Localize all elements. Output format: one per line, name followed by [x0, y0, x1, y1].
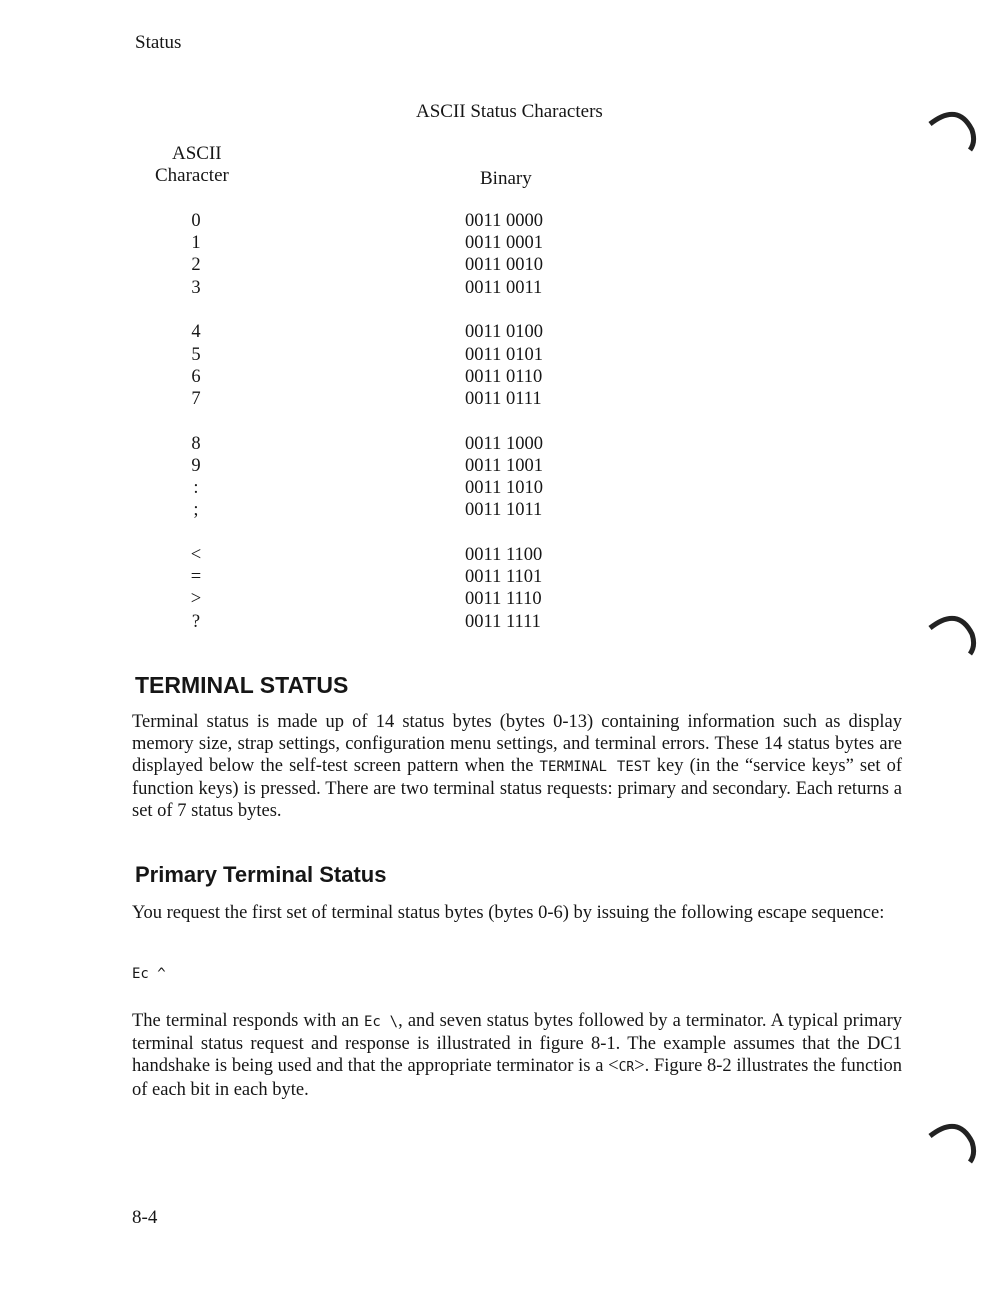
binary-cell: 0011 1000 — [465, 433, 543, 454]
binary-cell: 0011 1101 — [465, 567, 543, 588]
ascii-char-cell: 1 — [191, 233, 201, 254]
primary-paragraph-1: You request the first set of terminal status bytes (bytes 0-6) by issuing the following escape sequence: — [132, 903, 885, 923]
primary-paragraph-2 — [132, 1010, 902, 1101]
text: . Figure 8-2 illustrates the function of each bit in each byte. — [132, 1056, 902, 1100]
binary-cell: 0011 1111 — [465, 611, 541, 632]
binary-cell: 0011 0010 — [465, 255, 543, 276]
binary-cell: 0011 0011 — [465, 277, 543, 298]
terminal-status-paragraph — [132, 711, 902, 822]
col-header-ascii: ASCII — [172, 143, 222, 164]
binding-hole-mark-icon — [928, 1120, 978, 1166]
binary-cell: 0011 0100 — [465, 322, 543, 343]
ascii-char-cell: ; — [193, 500, 199, 521]
ascii-char-cell: = — [190, 567, 202, 588]
binary-cell: 0011 0110 — [465, 366, 543, 387]
binary-cell: 0011 1001 — [465, 455, 543, 476]
ascii-char-cell: ? — [191, 611, 201, 632]
text: Terminal status is made up of 14 status bytes (bytes 0-13) containing information such as display memory size, strap settings, configuration menu settings, and terminal errors. These 14 status bytes are displayed below the self-test screen pattern when the — [132, 712, 902, 776]
col-header-binary: Binary — [480, 168, 532, 189]
ascii-char-cell: 2 — [191, 255, 201, 276]
binary-cell: 0011 0101 — [465, 344, 543, 365]
ascii-char-cell: : — [193, 478, 199, 498]
text: , and seven status bytes followed by a terminator. A typical primary terminal status request and response is illustrated in figure 8-1. The example assumes that the DC1 handshake is being used and that the appropriate terminator is a — [132, 1011, 902, 1076]
key-name: TERMINAL TEST — [539, 759, 651, 775]
section-heading-primary-status: Primary Terminal Status — [135, 862, 387, 887]
ascii-char-cell: > — [190, 589, 202, 610]
ascii-char-cell: 7 — [191, 388, 201, 409]
binding-hole-mark-icon — [928, 612, 978, 658]
ascii-char-cell: 9 — [191, 455, 201, 476]
ascii-char-cell: 0 — [191, 211, 201, 231]
page-number: 8-4 — [132, 1207, 158, 1228]
ascii-char-cell: 4 — [191, 322, 201, 343]
binding-hole-mark-icon — [928, 108, 978, 154]
binary-cell: 0011 0001 — [465, 233, 543, 254]
text: > — [634, 1056, 645, 1076]
ascii-char-cell: 8 — [191, 433, 201, 454]
table-title: ASCII Status Characters — [416, 101, 603, 122]
binary-cell: 0011 1110 — [465, 589, 542, 610]
running-title: Status — [135, 32, 182, 53]
binary-cell: 0011 0000 — [465, 211, 543, 231]
text: The terminal responds with an — [132, 1011, 364, 1031]
binary-cell: 0011 1100 — [465, 544, 543, 565]
ascii-char-cell: 5 — [191, 344, 201, 365]
text: < — [608, 1056, 619, 1076]
escape-code: Ec \ — [363, 1014, 399, 1030]
ascii-char-cell: 6 — [191, 366, 201, 387]
binary-cell: 0011 1011 — [465, 500, 543, 521]
col-header-character: Character — [155, 165, 229, 186]
binary-cell: 0011 1010 — [465, 478, 543, 498]
text: key (in the “service keys” set of function keys) is pressed. There are two terminal status requests: primary and secondary. Each returns a set of 7 status bytes. — [132, 756, 902, 821]
ascii-char-cell: 3 — [191, 277, 201, 298]
escape-sequence: Ec ^ — [132, 966, 166, 982]
section-heading-terminal-status: TERMINAL STATUS — [135, 672, 349, 698]
cr-key: CR — [618, 1060, 635, 1075]
ascii-char-cell: < — [190, 544, 202, 565]
binary-cell: 0011 0111 — [465, 388, 542, 409]
